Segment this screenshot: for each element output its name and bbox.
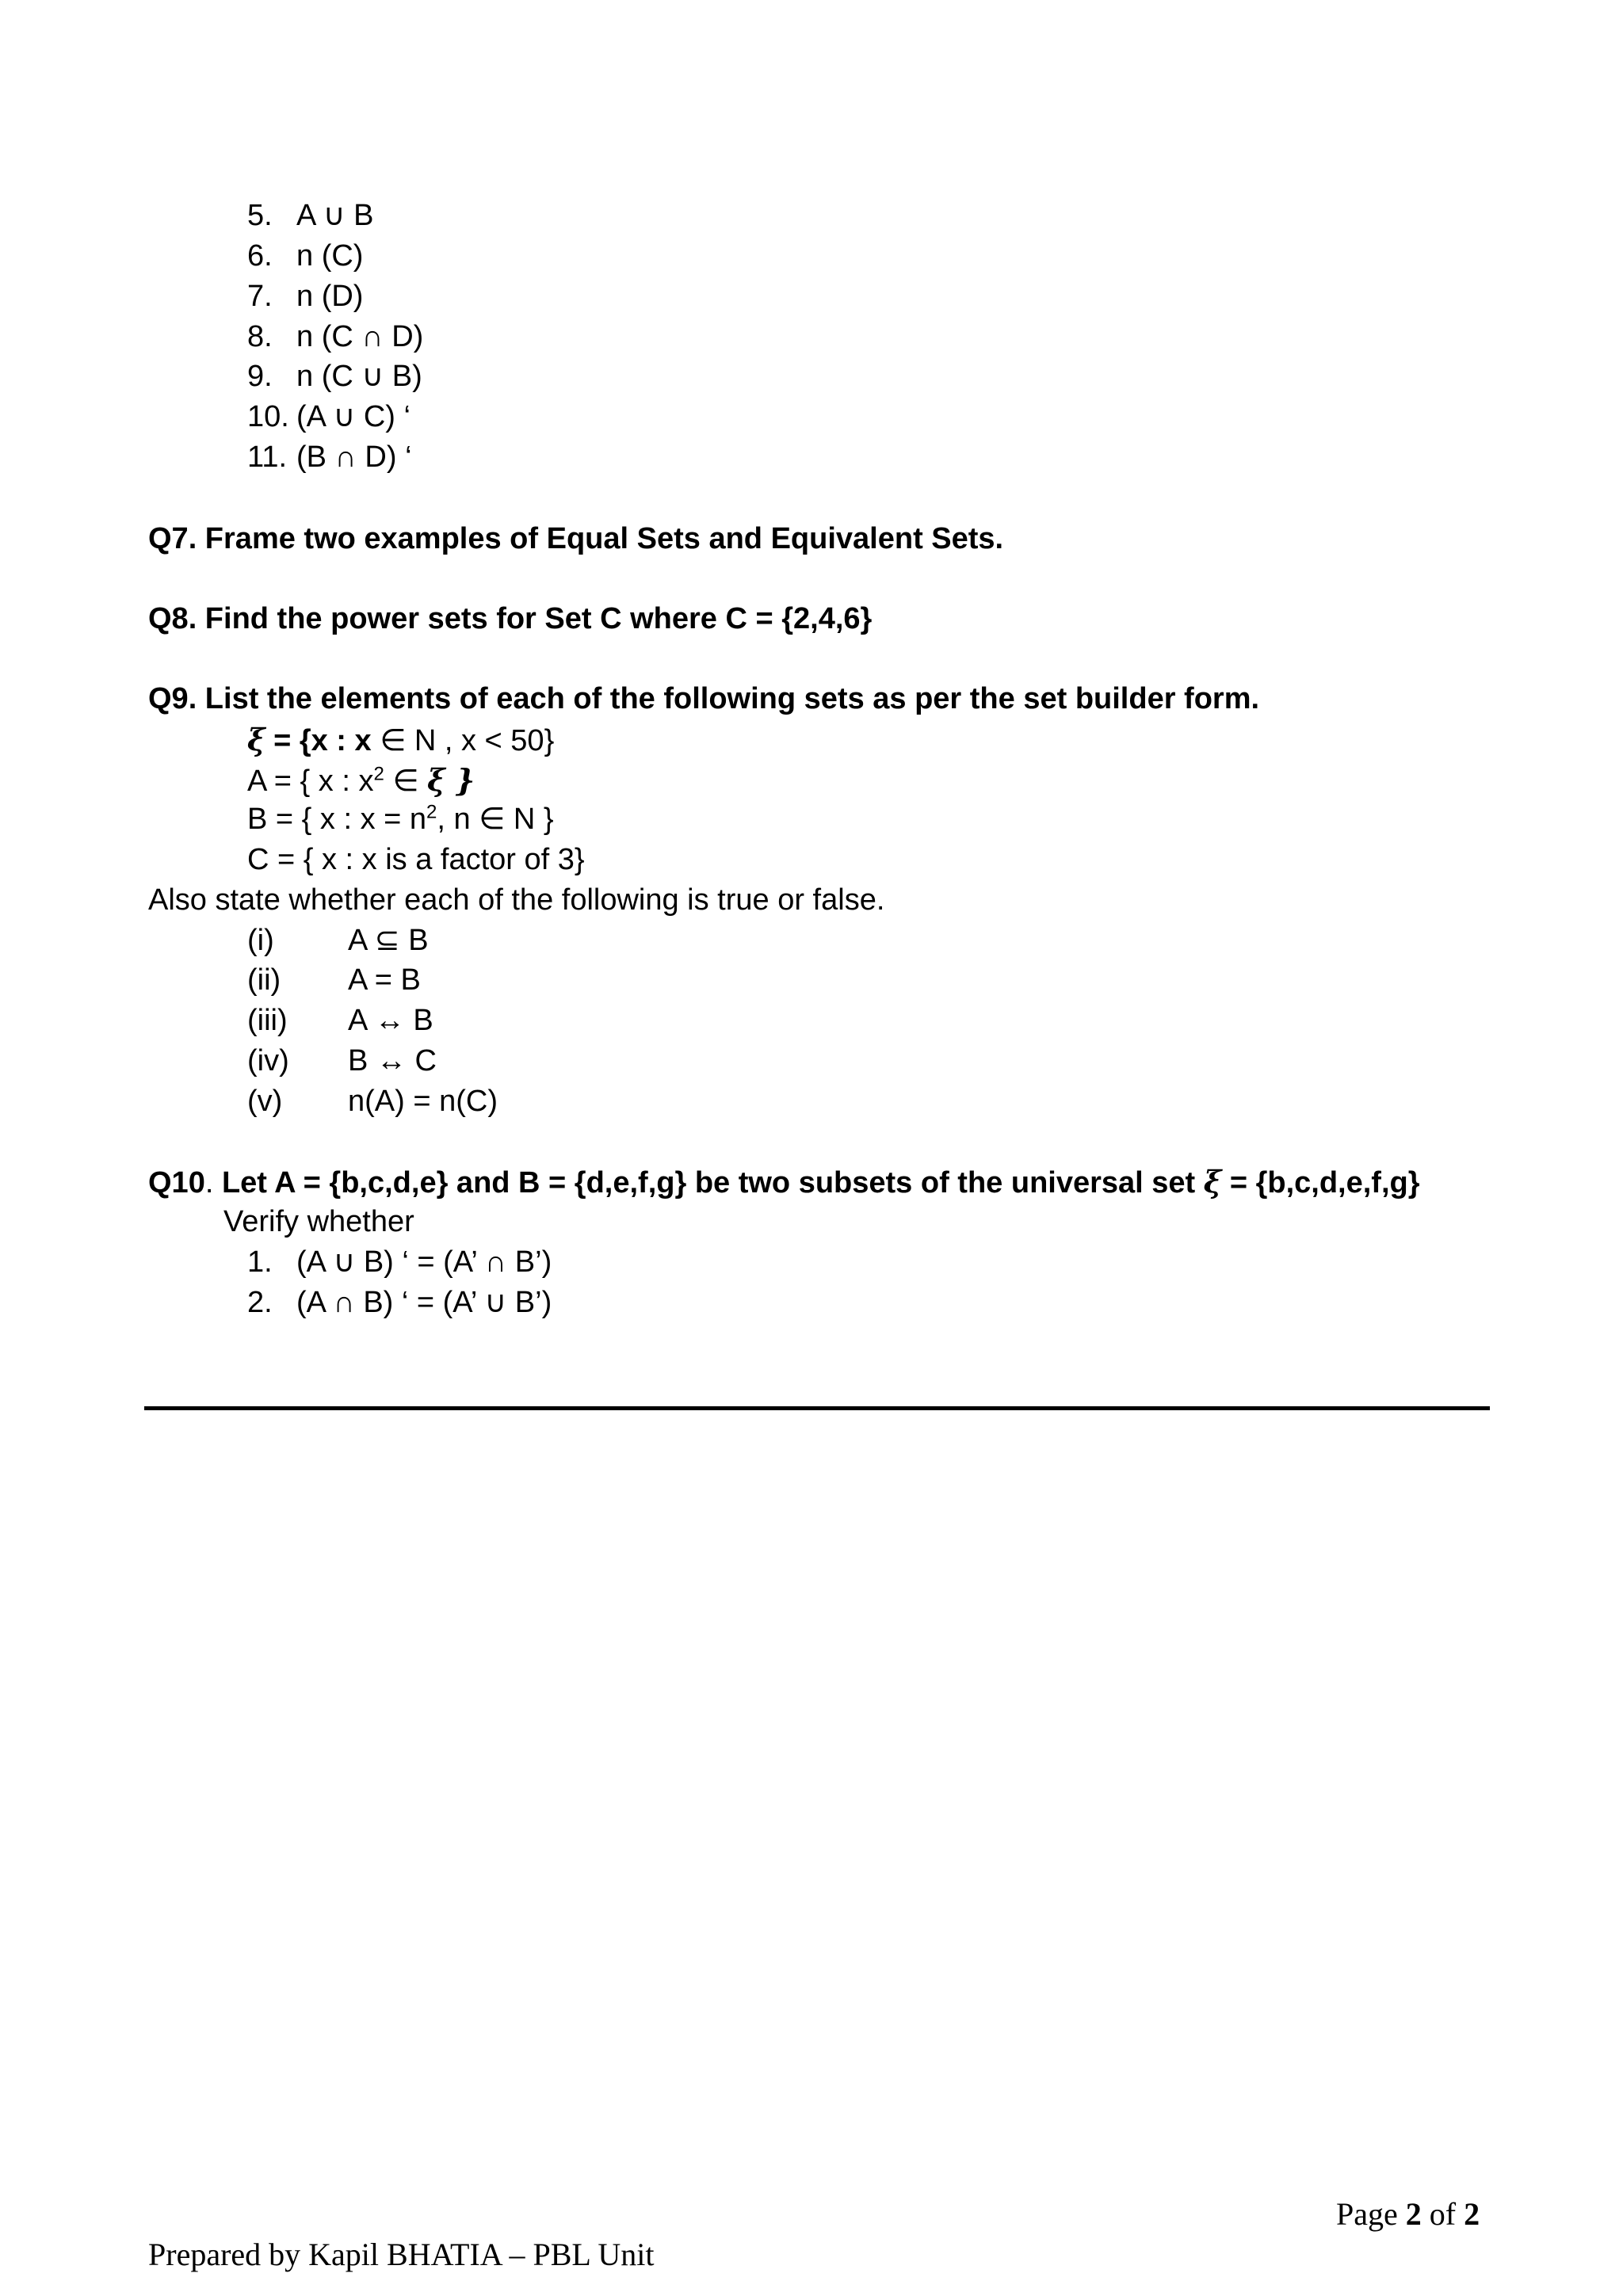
set-a-definition: A = { x : $x^2$ ∈ ξ } [247,762,475,798]
xi-symbol: ξ } [427,762,475,798]
question-q7: Q7. Frame two examples of Equal Sets and Equivalent Sets. [148,522,1004,555]
list-item: (iii) A ↔ B [247,1004,433,1037]
page-number: Page 2 of 2 [1336,2196,1480,2232]
xi-symbol: ξ [1203,1164,1222,1199]
universal-set-definition: ξ = {x : x ∈ N , x < 50} [247,722,555,757]
list-item: 9. n (C ∪ B) [247,360,422,393]
list-item: 8. n (C ∩ D) [247,320,424,353]
list-item: 2. (A ∩ B) ‘ = (A’ ∪ B’) [247,1286,552,1319]
list-item: (v) n(A) = n(C) [247,1085,498,1118]
question-q10: Q10. Let A = {b,c,d,e} and B = {d,e,f,g} be two subsets of the universal set ξ = {b,c,d,e,f,g} [148,1164,1420,1199]
list-item: 5. A ∪ B [247,199,374,232]
list-item: 10. (A ∪ C) ‘ [247,400,411,433]
horizontal-divider [144,1406,1490,1410]
list-item: 6. n (C) [247,239,364,273]
list-item: (iv) B ↔ C [247,1044,437,1077]
list-item: 11. (B ∩ D) ‘ [247,441,412,474]
set-c-definition: C = { x : x is a factor of 3} [247,843,585,876]
question-q8: Q8. Find the power sets for Set C where C = {2,4,6} [148,602,873,635]
instruction-text: Verify whether [223,1205,414,1238]
list-item: (ii) A = B [247,963,421,997]
list-item: 1. (A ∪ B) ‘ = (A’ ∩ B’) [247,1245,552,1279]
question-q9: Q9. List the elements of each of the following sets as per the set builder form. [148,682,1260,715]
list-item: 7. n (D) [247,280,364,313]
set-b-definition: B = { x : $x = n^2$, n ∈ N } [247,801,554,836]
instruction-text: Also state whether each of the following is true or false. [148,883,885,917]
list-item: (i) A ⊆ B [247,924,429,957]
xi-symbol: ξ [247,722,265,757]
footer-prepared-by: Prepared by Kapil BHATIA – PBL Unit [148,2237,655,2272]
